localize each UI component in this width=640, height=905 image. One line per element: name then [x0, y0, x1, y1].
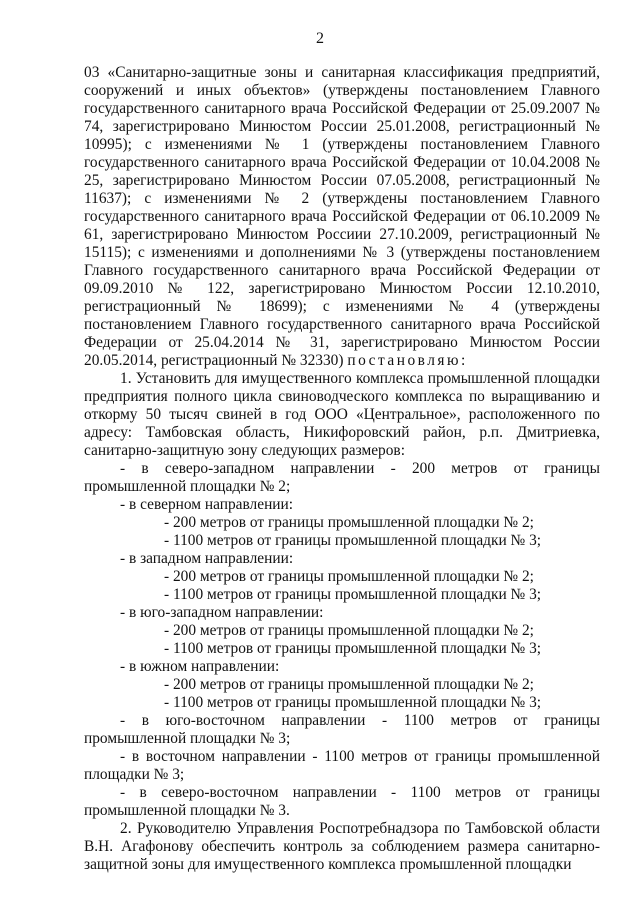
item-1-paragraph: 1. Установить для имущественного комплекса промышленной площадки предприятия полного цикла свиноводческого комплекса по выращиванию и откорму 50 тысяч свиней в год ООО «Центральное», расположенного по адресу: Тамбовская область, Никифоровский район, р.п. Дмитриевка, санитарно-защитную зону следующих размеров: [84, 370, 600, 459]
zone-north-heading: - в северном направлении: [120, 496, 294, 513]
zone-south-heading: - в южном направлении: [120, 658, 280, 675]
zone-northwest: - в северо-западном направлении - 200 метров от границы промышленной площадки № 2; [84, 460, 600, 495]
document-body [84, 64, 600, 874]
zone-east: - в восточном направлении - 1100 метров от границы промышленной площадки № 3; [84, 748, 600, 783]
intro-text: 03 «Санитарно-защитные зоны и санитарная классификация предприятий, сооружений и иных объектов» (утверждены постановлением Главного государственного санитарного врача Российской Федерации от 25.09.2007 № 74, зарегистрировано Минюстом России 25.01.2008, регистрационный № 10995); с изменениями № 1 (утверждены постановлением Главного государственного санитарного врача Российской Федерации от 10.04.2008 № 25, зарегистрировано Минюстом России 07.05.2008, регистрационный № 11637); с изменениями № 2 (утверждены постановлением Главного государственного санитарного врача Российской Федерации от 06.10.2009 № 61, зарегистрировано Минюстом Россиии 27.10.2009, регистрационный № 15115); с изменениями и дополнениями № 3 (утверждены постановлением Главного государственного санитарного врача Российской Федерации от 09.09.2010 № 122, зарегистрировано Минюстом России 12.10.2010, регистрационный № 18699); с изменениями № 4 (утверждены постановлением Главного государственного санитарного врача Российской Федерации от 25.04.2014 № 31, зарегистрировано Минюстом России 20.05.2014, регистрационный № 32330) [84, 64, 600, 369]
intro-paragraph [84, 64, 600, 370]
zone-southeast: - в юго-восточном направлении - 1100 метров от границы промышленной площадки № 3; [84, 712, 600, 747]
zone-southwest-line-2: - 1100 метров от границы промышленной площадки № 3; [164, 640, 542, 657]
item-2-paragraph: 2. Руководителю Управления Роспотребнадзора по Тамбовской области В.Н. Агафонову обеспечить контроль за соблюдением размера санитарно-защитной зоны для имущественного комплекса промышленной площадки [84, 820, 600, 873]
page-number: 2 [316, 30, 324, 47]
zone-west-line-1: - 200 метров от границы промышленной площадки № 2; [164, 568, 534, 585]
zone-west-heading: - в западном направлении: [120, 550, 294, 567]
zone-west-line-2: - 1100 метров от границы промышленной площадки № 3; [164, 586, 542, 603]
zone-north-line-1: - 200 метров от границы промышленной площадки № 2; [164, 514, 534, 531]
zone-south-line-1: - 200 метров от границы промышленной площадки № 2; [164, 676, 534, 693]
zone-northeast: - в северо-восточном направлении - 1100 метров от границы промышленной площадки № 3. [84, 784, 600, 819]
decree-word: постановляю: [347, 352, 468, 369]
zone-southwest-line-1: - 200 метров от границы промышленной площадки № 2; [164, 622, 534, 639]
zone-south-line-2: - 1100 метров от границы промышленной площадки № 3; [164, 694, 542, 711]
zone-north-line-2: - 1100 метров от границы промышленной площадки № 3; [164, 532, 542, 549]
zone-southwest-heading: - в юго-западном направлении: [120, 604, 324, 621]
